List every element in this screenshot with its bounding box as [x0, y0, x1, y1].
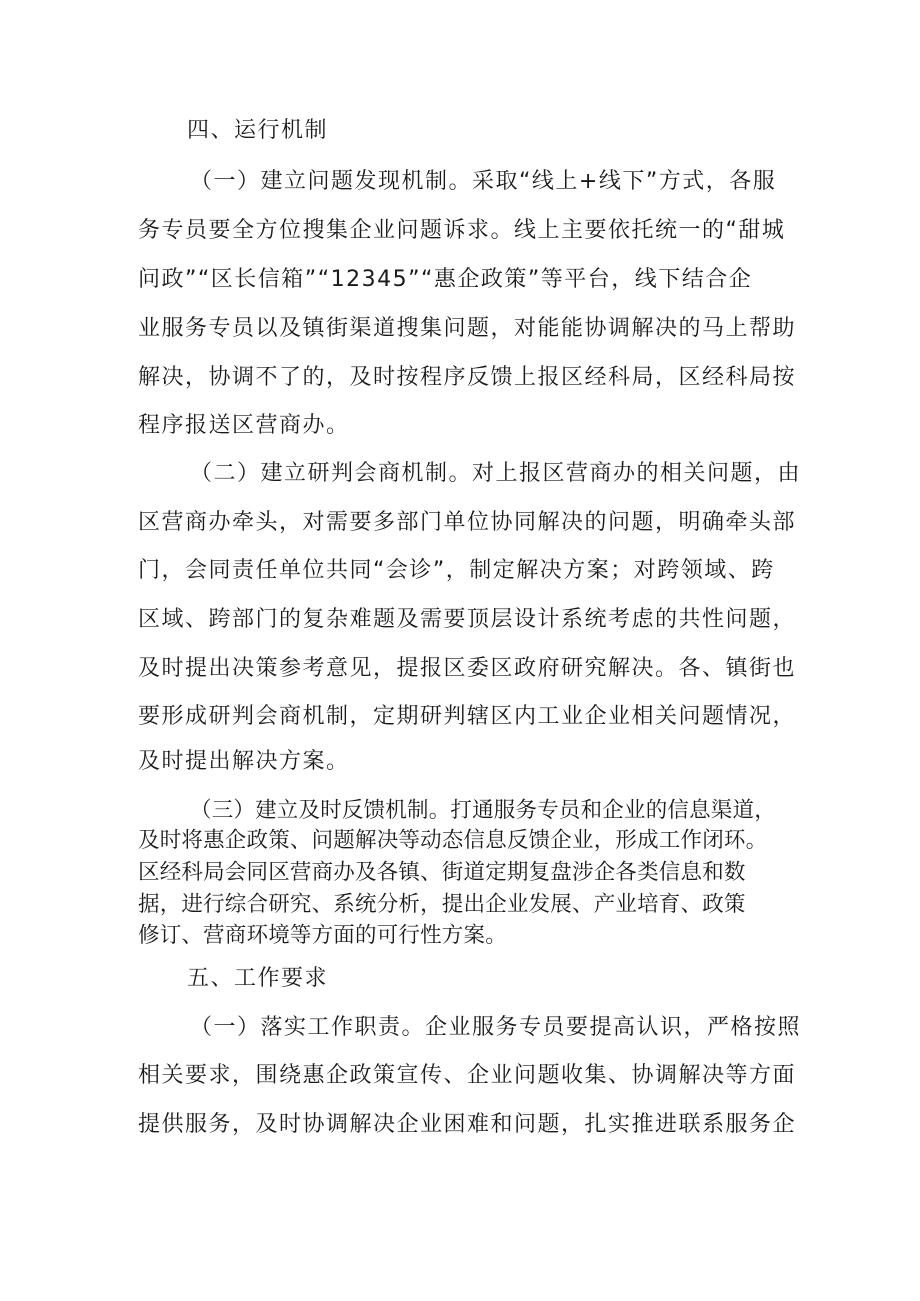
- paragraph-line: 区经科局会同区营商办及各镇、街道定期复盘涉企各类信息和数: [138, 860, 746, 885]
- paragraph-line: 解决，协调不了的，及时按程序反馈上报区经科局，区经科局按: [138, 365, 797, 390]
- paragraph-line: （一）落实工作职责。企业服务专员要提高认识，严格按照: [190, 1015, 802, 1040]
- section-heading: 四、运行机制: [187, 118, 329, 143]
- paragraph-line: 及时提出决策参考意见，提报区委区政府研究解决。各、镇街也: [138, 656, 797, 681]
- section-heading: 五、工作要求: [187, 966, 329, 991]
- paragraph-line: 门，会同责任单位共同“会诊”，制定解决方案；对跨领域、跨: [138, 558, 775, 583]
- paragraph-line: （一）建立问题发现机制。采取“线上+线下”方式，各服: [190, 169, 777, 194]
- paragraph-line: 程序报送区营商办。: [138, 413, 350, 438]
- paragraph-line: 区营商办牵头，对需要多部门单位协同解决的问题，明确牵头部: [138, 510, 797, 535]
- paragraph-line: 提供服务，及时协调解决企业困难和问题，扎实推进联系服务企: [138, 1112, 797, 1137]
- paragraph-line: 及时将惠企政策、问题解决等动态信息反馈企业，形成工作闭环。: [138, 828, 768, 853]
- paragraph-line: 修订、营商环境等方面的可行性方案。: [138, 923, 507, 948]
- paragraph-line: （二）建立研判会商机制。对上报区营商办的相关问题，由: [190, 461, 802, 486]
- paragraph-line: 问政”“区长信箱”“12345”“惠企政策”等平台，线下结合企: [138, 267, 753, 292]
- paragraph-line: 相关要求，围绕惠企政策宣传、企业问题收集、协调解决等方面: [138, 1063, 797, 1088]
- paragraph-line: 及时提出解决方案。: [138, 749, 350, 774]
- paragraph-line: 业服务专员以及镇街渠道搜集问题，对能能协调解决的马上帮助: [138, 316, 797, 341]
- paragraph-line: 区域、跨部门的复杂难题及需要顶层设计系统考虑的共性问题，: [138, 607, 797, 632]
- paragraph-line: 务专员要全方位搜集企业问题诉求。线上主要依托统一的“甜城: [138, 218, 786, 243]
- paragraph-line: 要形成研判会商机制，定期研判辖区内工业企业相关问题情况，: [138, 704, 797, 729]
- paragraph-line: 据，进行综合研究、系统分析，提出企业发展、产业培育、政策: [138, 892, 746, 917]
- paragraph-line: （三）建立及时反馈机制。打通服务专员和企业的信息渠道，: [190, 798, 776, 823]
